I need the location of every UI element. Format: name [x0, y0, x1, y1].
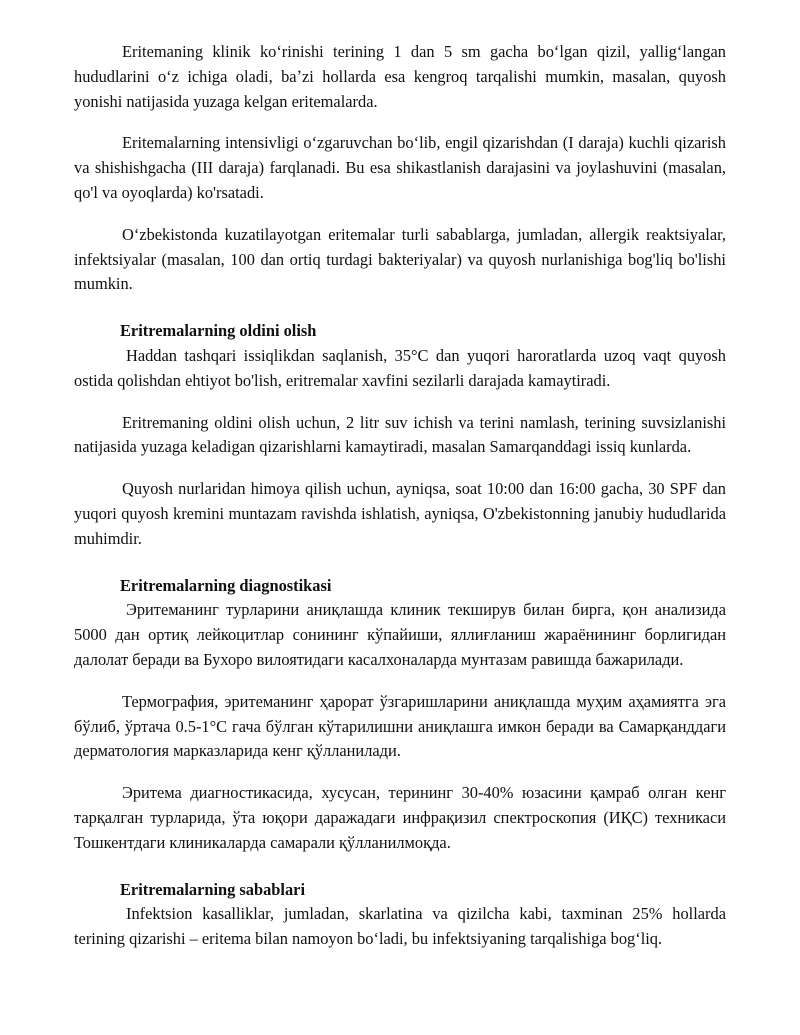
prevention-paragraph-3: Quyosh nurlaridan himoya qilish uchun, ayniqsa, soat 10:00 dan 16:00 gacha, 30 SPF dan yuqori quyosh kremini muntazam ravishda ishlatish, ayniqsa, O'zbekistonning janubiy hududlarida muhimdir. — [74, 479, 726, 548]
prevention-paragraph-2: Eritremaning oldini olish uchun, 2 litr suv ichish va terini namlash, terining suvsizlanishi natijasida yuzaga keladigan qizarishlarni kamaytiradi, masalan Samarqanddagi issiq kunlarda. — [74, 412, 726, 457]
top-margin — [74, 0, 726, 40]
diagnostics-heading: Eritremalarning diagnostikasi — [120, 575, 332, 595]
causes-paragraph-1: Infektsion kasalliklar, jumladan, skarlatina va qizilcha kabi, taxminan 25% hollarda terining qizarishi – eritema bilan namoyon boʻladi, bu infektsiyaning tarqalishiga bogʻliq. — [74, 904, 726, 949]
causes-heading: Eritremalarning sabablari — [120, 879, 306, 899]
prevention-paragraph-1: Haddan tashqari issiqlikdan saqlanish, 35°C dan yuqori haroratlarda uzoq vaqt quyosh ostida qolishdan ehtiyot bo'lish, eritremalar xavfini sezilarli darajada kamaytiradi. — [74, 345, 726, 390]
intro-paragraph-3: Oʻzbekistonda kuzatilayotgan eritemalar turli sabablarga, jumladan, allergik reaktsiyalar, infektsiyalar (masalan, 100 dan ortiq turdagi bakteriyalar) va quyosh nurlanishiga bog'liq bo'lishi mumkin. — [74, 224, 726, 294]
intro-paragraph-2: Eritemalarning intensivligi oʻzgaruvchan boʻlib, engil qizarishdan (I daraja) kuchli qizarish va shishishgacha (III daraja) farqlanadi. Bu esa shikastlanish darajasini va joylashuvini (masalan, qo'l va oyoqlarda) ko'rsatadi. — [74, 133, 726, 202]
diagnostics-paragraph-2: Термография, эритеманинг ҳарорат ўзгаришларини аниқлашда муҳим аҳамиятга эга бўлиб, ўртача 0.5-1°C гача бўлган кўтарилишни аниқлашга имкон беради ва Самарқанддаги дерматология марказларида кенг қўлланилади. — [74, 691, 726, 761]
diagnostics-paragraph-3: Эритема диагностикасида, хусусан, терининг 30-40% юзасини қамраб олган кенг тарқалган турларида, ўта юқори даражадаги инфрақизил спектроскопия (ИҚС) техникаси Тошкентдаги клиникаларда самарали қўлланилмоқда. — [74, 783, 726, 852]
document-page — [74, 0, 726, 952]
diagnostics-paragraph-1: Эритеманинг турларини аниқлашда клиник текширув билан бирга, қон анализида 5000 дан ортиқ лейкоцитлар сонининг кўпайиши, яллиғланиш жараёнининг борлигидан далолат беради ва Бухоро вилоятидаги касалхоналарда мунтазам равишда бажарилади. — [74, 600, 726, 669]
prevention-heading: Eritremalarning oldini olish — [120, 321, 317, 341]
intro-paragraph-1: Eritemaning klinik koʻrinishi terining 1 dan 5 sm gacha boʻlgan qizil, yalligʻlangan hududlarini oʻz ichiga oladi, baʼzi hollarda esa kengroq tarqalishi mumkin, masalan, quyosh yonishi natijasida yuzaga kelgan eritemalarda. — [74, 42, 726, 111]
